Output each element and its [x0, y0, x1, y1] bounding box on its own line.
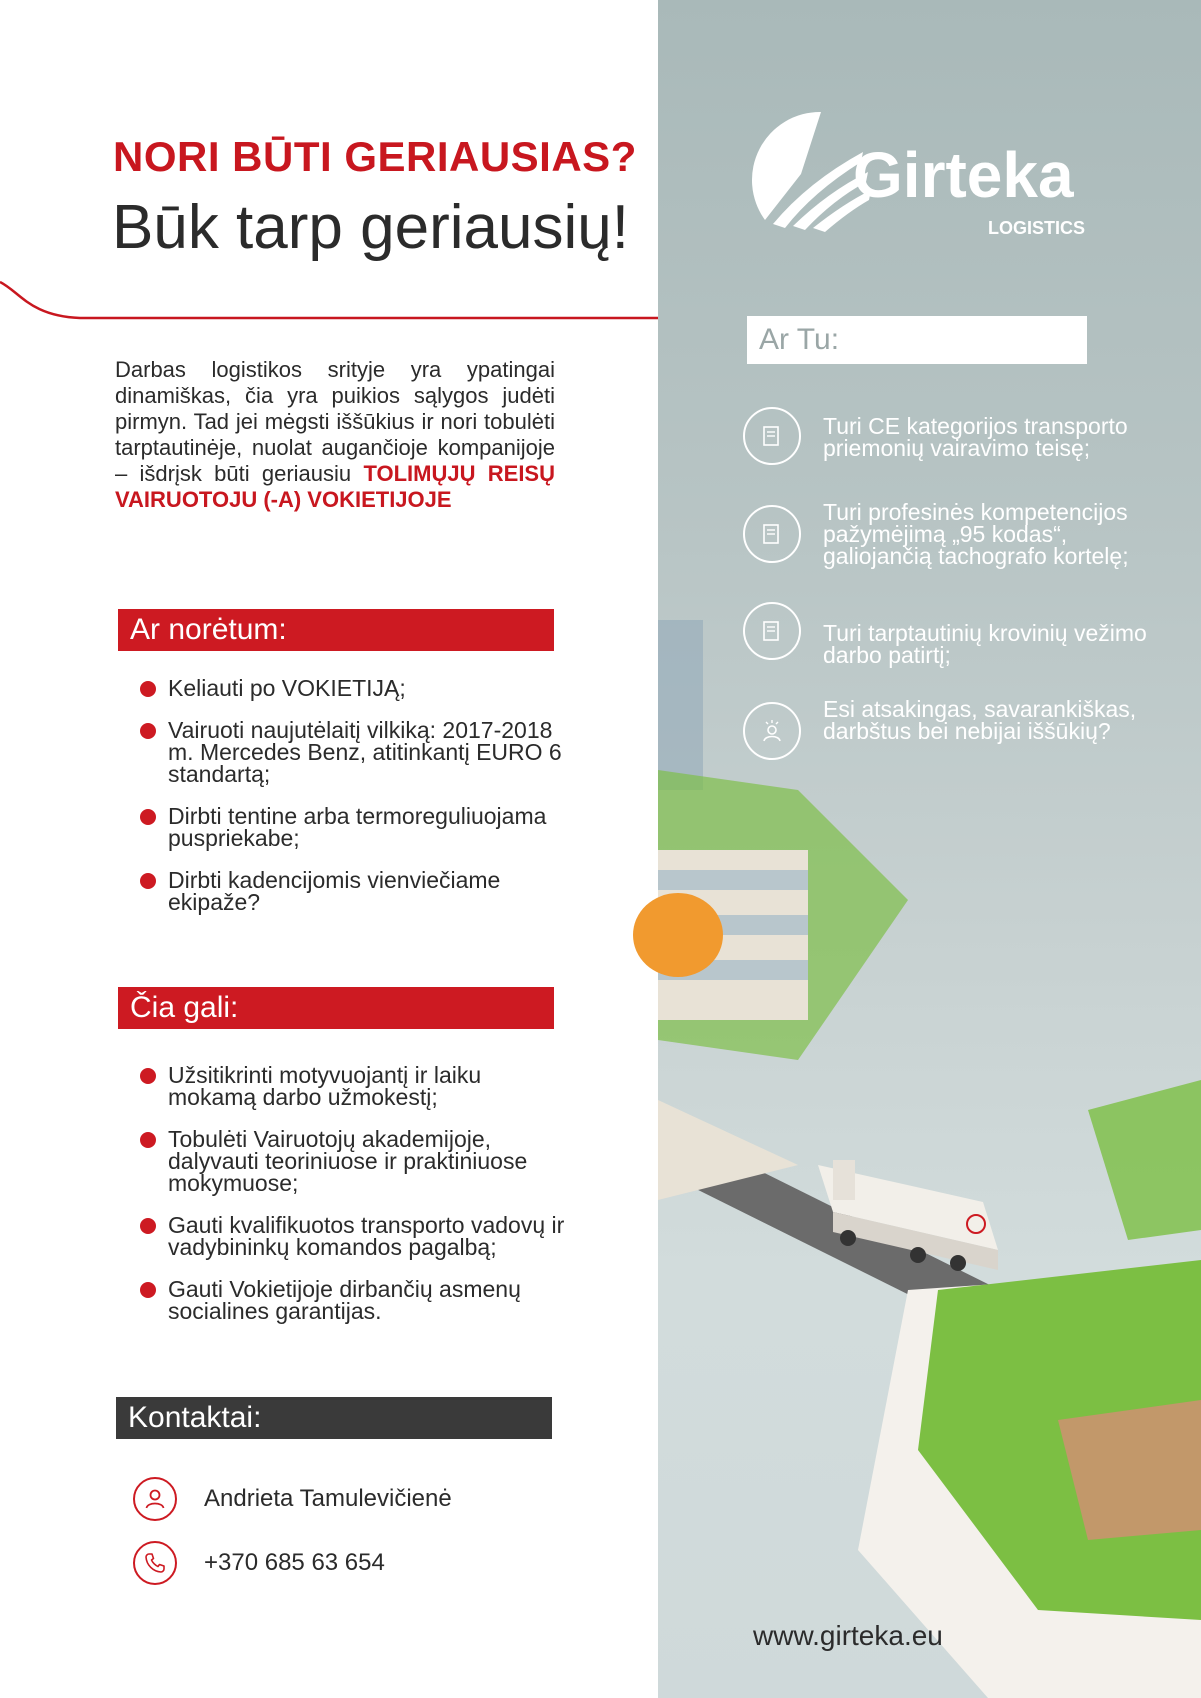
list-item: Keliauti po VOKIETIJĄ; — [140, 677, 570, 699]
bullet-icon — [140, 1282, 156, 1298]
person-icon — [133, 1477, 177, 1521]
requirement-item — [743, 602, 1163, 666]
document-icon — [743, 505, 801, 563]
bullet-icon — [140, 809, 156, 825]
document-icon — [743, 602, 801, 660]
person-icon — [743, 702, 801, 760]
phone-number[interactable]: +370 685 63 654 — [204, 1549, 385, 1576]
headline: NORI BŪTI GERIAUSIAS? — [113, 133, 637, 180]
brand-name: Girteka — [853, 139, 1074, 211]
bullet-icon — [140, 1132, 156, 1148]
requirement-item — [743, 407, 1163, 465]
requirement-text: Esi atsakingas, savarankiškas, darbštus bei nebijai iššūkių? — [823, 696, 1137, 744]
right-column — [658, 0, 1201, 1698]
are-you-header: Ar Tu: — [747, 316, 1087, 364]
list-item: Dirbti tentine arba termoreguliuojama puspriekabe; — [140, 805, 570, 849]
document-icon — [743, 407, 801, 465]
phone-icon — [133, 1541, 177, 1585]
list-item: Vairuoti naujutėlaitį vilkiką: 2017-2018 m. Mercedes Benz, atitinkantį EURO 6 standartą; — [140, 719, 570, 785]
here-you-can-list — [140, 1064, 570, 1322]
intro-paragraph — [115, 357, 555, 513]
requirement-item — [743, 698, 1143, 760]
requirement-text: Turi tarptautinių krovinių vežimo darbo patirtį; — [823, 620, 1147, 668]
list-item: Gauti Vokietijoje dirbančių asmenų socialines garantijas. — [140, 1278, 570, 1322]
girteka-logo — [753, 112, 1086, 247]
red-curve-divider — [0, 270, 658, 320]
here-you-can-header: Čia gali: — [118, 987, 554, 1029]
list-item: Tobulėti Vairuotojų akademijoje, dalyvauti teoriniuose ir praktiniuose mokymuose; — [140, 1128, 570, 1194]
contact-person — [133, 1477, 452, 1521]
requirement-text: Turi CE kategorijos transporto priemonių vairavimo teisę; — [823, 413, 1128, 461]
contacts-header: Kontaktai: — [116, 1397, 552, 1439]
subheadline: Būk tarp geriausių! — [112, 193, 629, 262]
brand-sub: LOGISTICS — [988, 218, 1086, 238]
website-link[interactable]: www.girteka.eu — [753, 1620, 943, 1651]
bullet-icon — [140, 1068, 156, 1084]
list-item: Užsitikrinti motyvuojantį ir laiku mokamą darbo užmokestį; — [140, 1064, 570, 1108]
requirement-item — [743, 501, 1173, 567]
list-item: Dirbti kadencijomis vienviečiame ekipaže? — [140, 869, 570, 913]
bullet-icon — [140, 681, 156, 697]
bullet-icon — [140, 723, 156, 739]
would-you-list — [140, 677, 570, 913]
intro-highlight: TOLIMŲJŲ REISŲ VAIRUOTOJU (-A) VOKIETIJOJE — [115, 461, 555, 512]
list-item: Gauti kvalifikuotos transporto vadovų ir vadybininkų komandos pagalbą; — [140, 1214, 570, 1258]
contact-name: Andrieta Tamulevičienė — [204, 1485, 452, 1512]
contact-phone[interactable] — [133, 1541, 385, 1585]
illustration — [658, 0, 1201, 1698]
intro-text: Darbas logistikos srityje yra ypatingai dinamiškas, čia yra puikios sąlygos judėti pirmyn. Tad jei mėgsti iššūkius ir nori tobulėti tarptautinėje, nuolat augančioje kompanijoje – išdrįsk būti geriausiu — [115, 357, 555, 486]
bullet-icon — [140, 873, 156, 889]
bullet-icon — [140, 1218, 156, 1234]
would-you-header: Ar norėtum: — [118, 609, 554, 651]
requirement-text: Turi profesinės kompetencijos pažymėjimą „95 kodas“, galiojančią tachografo kortelę; — [823, 499, 1129, 569]
